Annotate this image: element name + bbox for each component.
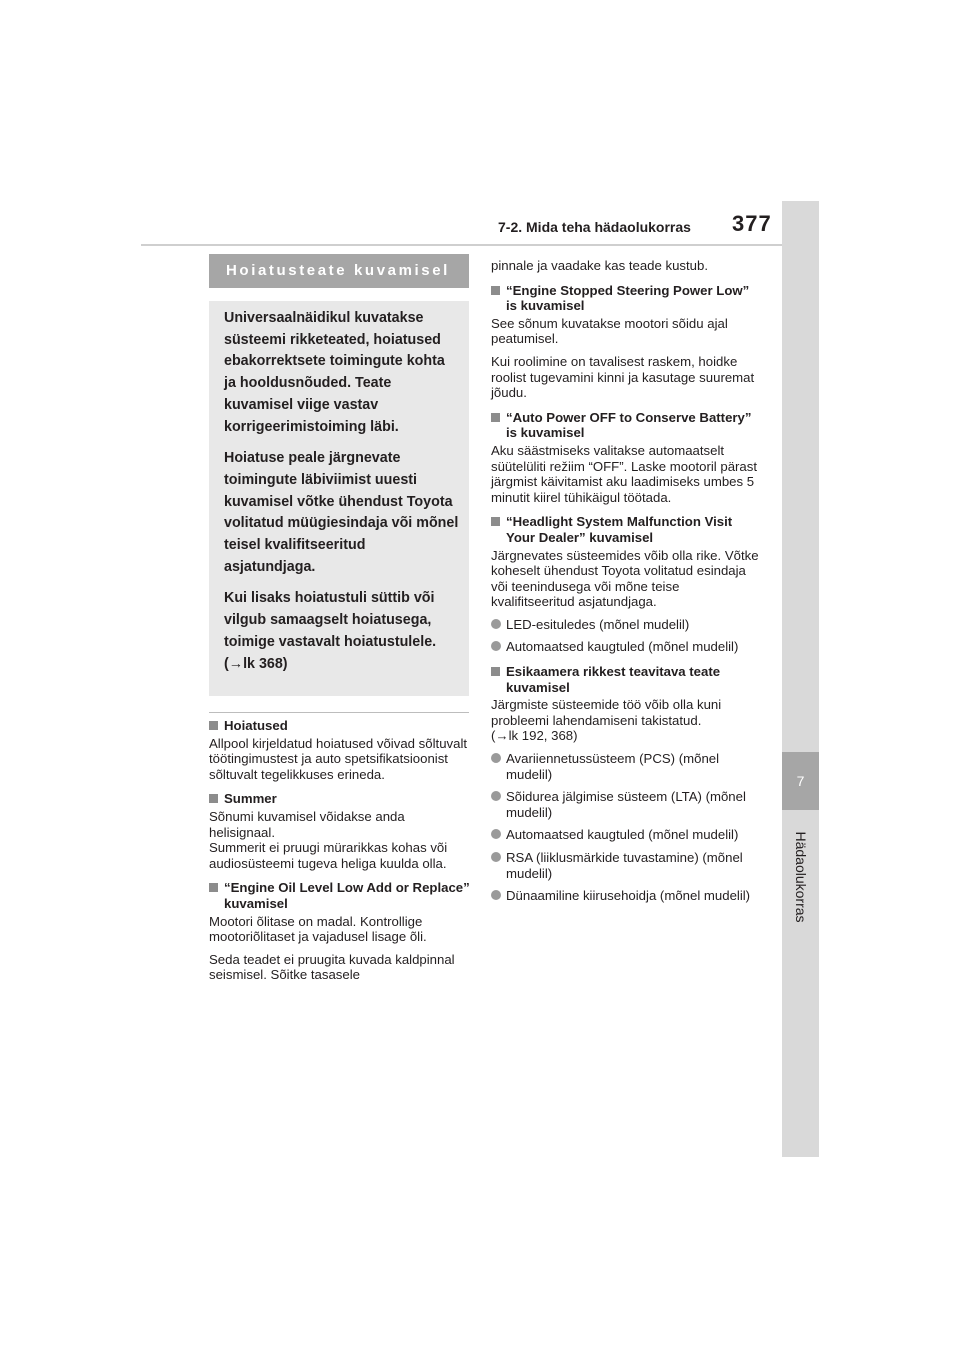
list-item: RSA (liiklusmärkide tuvastamine) (mõnel mudelil) <box>491 850 759 881</box>
side-tab <box>782 201 819 1157</box>
paragraph: Kui roolimine on tavalisest raskem, hoidke roolist tugevamini kinni ja kasutage suuremat jõudu. <box>491 353 755 401</box>
page-reference: lk 192, 368) <box>508 728 578 744</box>
round-bullet-icon <box>491 641 501 651</box>
info-paragraph-2: Hoiatuse peale järgnevate toimingute läbiviimist uuesti kuvamisel võtke ühendust Toyota volitatud müügiesindaja või mõnel teisel kvalifitseeritud asjatundjaga. <box>224 450 459 575</box>
arrow-right-icon: → <box>228 655 244 672</box>
subheading-auto-power-off: “Auto Power OFF to Conserve Battery” is kuvamisel <box>491 410 759 441</box>
square-bullet-icon <box>209 721 218 730</box>
paragraph: Allpool kirjeldatud hoiatused võivad sõltuvalt töötingimustest ja auto spetsifikatsioonist sõltuvalt tegelikkuses erineda. <box>209 735 468 782</box>
square-bullet-icon <box>209 883 218 892</box>
arrow-right-icon: → <box>495 728 509 744</box>
paragraph: See sõnum kuvatakse mootori sõidu ajal peatumisel. <box>491 315 728 347</box>
chapter-label <box>782 822 819 932</box>
list-item: LED-esituledes (mõnel mudelil) <box>491 617 759 633</box>
round-bullet-icon <box>491 890 501 900</box>
subheading-front-camera: Esikaamera rikkest teavitava teate kuvamisel <box>491 664 759 695</box>
paragraph: Sõnumi kuvamisel võidakse anda helisignaal. Summerit ei pruugi mürarikkas kohas või audiosüsteemi tugeva heliga kuulda olla. <box>209 808 448 871</box>
column-divider <box>209 712 469 713</box>
page-number: 377 <box>732 211 772 236</box>
round-bullet-icon <box>491 852 501 862</box>
subheading-engine-oil: “Engine Oil Level Low Add or Replace” kuvamisel <box>209 880 471 911</box>
square-bullet-icon <box>491 667 500 676</box>
paragraph: pinnale ja vaadake kas teade kustub. <box>491 258 709 273</box>
paragraph: Mootori õlitase on madal. Kontrollige mootoriõlitaset ja vajadusel lisage õli. <box>209 913 427 945</box>
right-column <box>491 258 759 911</box>
left-column <box>209 718 471 990</box>
paragraph: Aku säästmiseks valitakse automaatselt süütelüliti režiim “OFF”. Laske mootoril pärast järgmist käivitamist aku laadimiseks umbes 5 minutit kiirel tühikäigul töötada. <box>491 442 758 505</box>
subheading-steering-power: “Engine Stopped Steering Power Low” is kuvamisel <box>491 283 759 314</box>
paragraph: Järgnevates süsteemides võib olla rike. Võtke koheselt ühendust Toyota volitatud esindaja või teenindusega või mõne teise kvalifitseeritud asjatundjaga. <box>491 547 759 610</box>
round-bullet-icon <box>491 791 501 801</box>
info-paragraph-3 <box>224 588 459 675</box>
list-item: Dünaamiline kiirusehoidja (mõnel mudelil) <box>491 888 759 904</box>
square-bullet-icon <box>491 413 500 422</box>
section-banner: Hoiatusteate kuvamisel <box>209 254 469 288</box>
square-bullet-icon <box>209 794 218 803</box>
info-box <box>209 301 469 696</box>
subheading-hoiatused: Hoiatused <box>209 718 471 734</box>
round-bullet-icon <box>491 829 501 839</box>
page-reference: lk 368) <box>243 655 288 672</box>
square-bullet-icon <box>491 517 500 526</box>
info-paragraph-3-text: Kui lisaks hoiatustuli süttib või vilgub samaagselt hoiatusega, toimige vastavalt hoiatustulele. ( <box>224 590 437 672</box>
subheading-summer: Summer <box>209 791 471 807</box>
list-item: Automaatsed kaugtuled (mõnel mudelil) <box>491 827 759 843</box>
paragraph: Seda teadet ei pruugita kuvada kaldpinnal seismisel. Sõitke tasasele <box>209 951 455 983</box>
section-title: 7-2. Mida teha hädaolukorras <box>498 219 691 235</box>
list-item: Sõidurea jälgimise süsteem (LTA) (mõnel mudelil) <box>491 789 759 820</box>
chapter-number: 7 <box>782 752 819 810</box>
chapter-label-text: Hädaolukorras <box>792 831 809 923</box>
info-paragraph-1: Universaalnäidikul kuvatakse süsteemi rikketeated, hoiatused ebakorrektsete toimingute kohta ja hooldusnõuded. Teate kuvamisel viige vastav korrigeerimistoiming läbi. <box>224 310 445 435</box>
round-bullet-icon <box>491 619 501 629</box>
square-bullet-icon <box>491 286 500 295</box>
paragraph: Järgmiste süsteemide töö võib olla kuni probleemi lahendamiseni takistatud. (→lk 192, 368) <box>491 697 722 744</box>
header-divider <box>141 244 782 246</box>
round-bullet-icon <box>491 753 501 763</box>
list-item: Avariiennetussüsteem (PCS) (mõnel mudelil) <box>491 751 759 782</box>
subheading-headlight: “Headlight System Malfunction Visit Your Dealer” kuvamisel <box>491 514 759 545</box>
list-item: Automaatsed kaugtuled (mõnel mudelil) <box>491 639 759 655</box>
